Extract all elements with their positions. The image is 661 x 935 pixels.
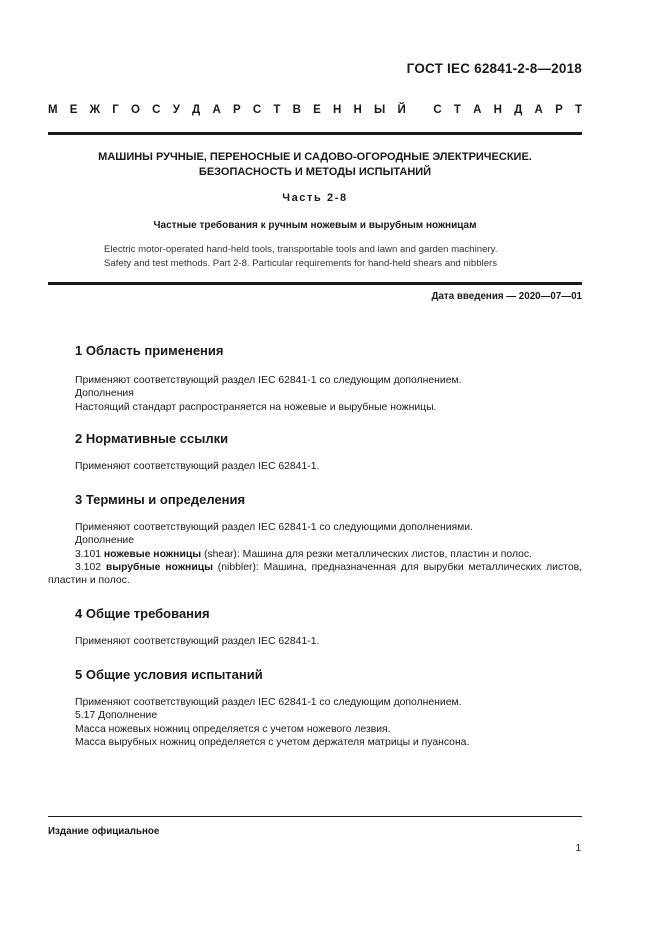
paragraph: Применяют соответствующий раздел IEC 62841-1 со следующим дополнением. (75, 375, 462, 386)
paragraph: Масса вырубных ножниц определяется с учетом держателя матрицы и пуансона. (75, 736, 470, 748)
term-definition-3-101: 3.101 ножевые ножницы (shear): Машина для резки металлических листов, пластин и полос. (75, 548, 533, 560)
banner-letter: Е (69, 104, 78, 116)
title-line-1: МАШИНЫ РУЧНЫЕ, ПЕРЕНОСНЫЕ И САДОВО-ОГОРОДНЫЕ ЭЛЕКТРИЧЕСКИЕ. (98, 151, 532, 163)
paragraph: Настоящий стандарт распространяется на ножевые и вырубные ножницы. (75, 401, 437, 413)
document-code: ГОСТ IEC 62841-2-8—2018 (406, 61, 582, 76)
banner-letter: А (212, 104, 221, 116)
paragraph: Применяют соответствующий раздел IEC 62841-1 со следующим дополнением. (75, 697, 462, 708)
english-line-1: Electric motor-operated hand-held tools, transportable tools and lawn and garden machinery. (104, 244, 498, 255)
banner-letter: Д (192, 104, 201, 116)
term: вырубные ножницы (105, 561, 213, 573)
section-heading: 5 Общие условия испытаний (75, 667, 263, 682)
banner-letter: С (252, 104, 262, 116)
section-heading: 4 Общие требования (75, 606, 210, 621)
edition-label: Издание официальное (48, 826, 160, 837)
title-line-2: БЕЗОПАСНОСТЬ И МЕТОДЫ ИСПЫТАНИЙ (198, 166, 432, 178)
section-5 (75, 666, 582, 749)
term: ножевые ножницы (103, 548, 202, 560)
subtitle: Частные требования к ручным ножевым и вырубным ножницам (153, 220, 477, 231)
introduction-date: Дата введения — 2020—07—01 (431, 291, 582, 302)
interstate-standard-banner (48, 104, 582, 116)
banner-letter: У (172, 104, 180, 116)
banner-letter: С (152, 104, 161, 116)
section-2 (75, 430, 582, 473)
banner-letter: С (433, 104, 442, 116)
paragraph: Дополнение (75, 535, 135, 547)
section-heading: 2 Нормативные ссылки (75, 431, 229, 446)
footer-rule (48, 816, 582, 817)
banner-letter: Е (313, 104, 321, 116)
term-definition-3-102: 3.102 вырубные ножницы (nibbler): Машина, предназначенная для вырубки металлических листов, пластин и полос. (48, 561, 583, 587)
part-label: Часть 2-8 (282, 192, 348, 204)
banner-letter: Н (332, 104, 342, 116)
banner-letter: Д (514, 104, 523, 116)
banner-letter: О (131, 104, 140, 116)
banner-letter: Ж (89, 104, 101, 116)
paragraph: Применяют соответствующий раздел IEC 62841-1. (75, 636, 320, 647)
paragraph: Применяют соответствующий раздел IEC 62841-1 со следующими дополнениями. (75, 522, 473, 533)
english-line-2: Safety and test methods. Part 2-8. Particular requirements for hand-held shears and nibblers (104, 258, 498, 269)
banner-letter: А (473, 104, 482, 116)
banner-letter: В (292, 104, 301, 116)
banner-letter: Т (273, 104, 281, 116)
banner-letter (418, 104, 421, 116)
section-4 (75, 605, 582, 648)
top-rule (48, 132, 582, 135)
paragraph: Масса ножевых ножниц определяется с учетом ножевого лезвия. (75, 723, 391, 735)
paragraph: Дополнения (75, 388, 134, 400)
section-1 (75, 342, 582, 414)
banner-letter: Н (493, 104, 502, 116)
title-bottom-rule (48, 282, 582, 285)
banner-letter: Г (112, 104, 119, 116)
banner-letter: Р (232, 104, 241, 116)
banner-letter: Т (574, 104, 582, 116)
banner-letter: М (48, 104, 58, 116)
banner-letter: Т (453, 104, 461, 116)
section-heading: 1 Область применения (75, 343, 224, 358)
section-3 (48, 491, 583, 587)
paragraph: 5.17 Дополнение (75, 710, 158, 722)
section-heading: 3 Термины и определения (75, 492, 246, 507)
banner-letter: Ы (374, 104, 386, 116)
document-title (48, 150, 582, 180)
banner-letter: А (534, 104, 543, 116)
english-title (104, 243, 584, 271)
banner-letter: Й (397, 104, 406, 116)
banner-letter: Р (555, 104, 563, 116)
page-number: 1 (575, 843, 581, 854)
paragraph: Применяют соответствующий раздел IEC 62841-1. (75, 461, 320, 472)
banner-letter: Н (353, 104, 362, 116)
